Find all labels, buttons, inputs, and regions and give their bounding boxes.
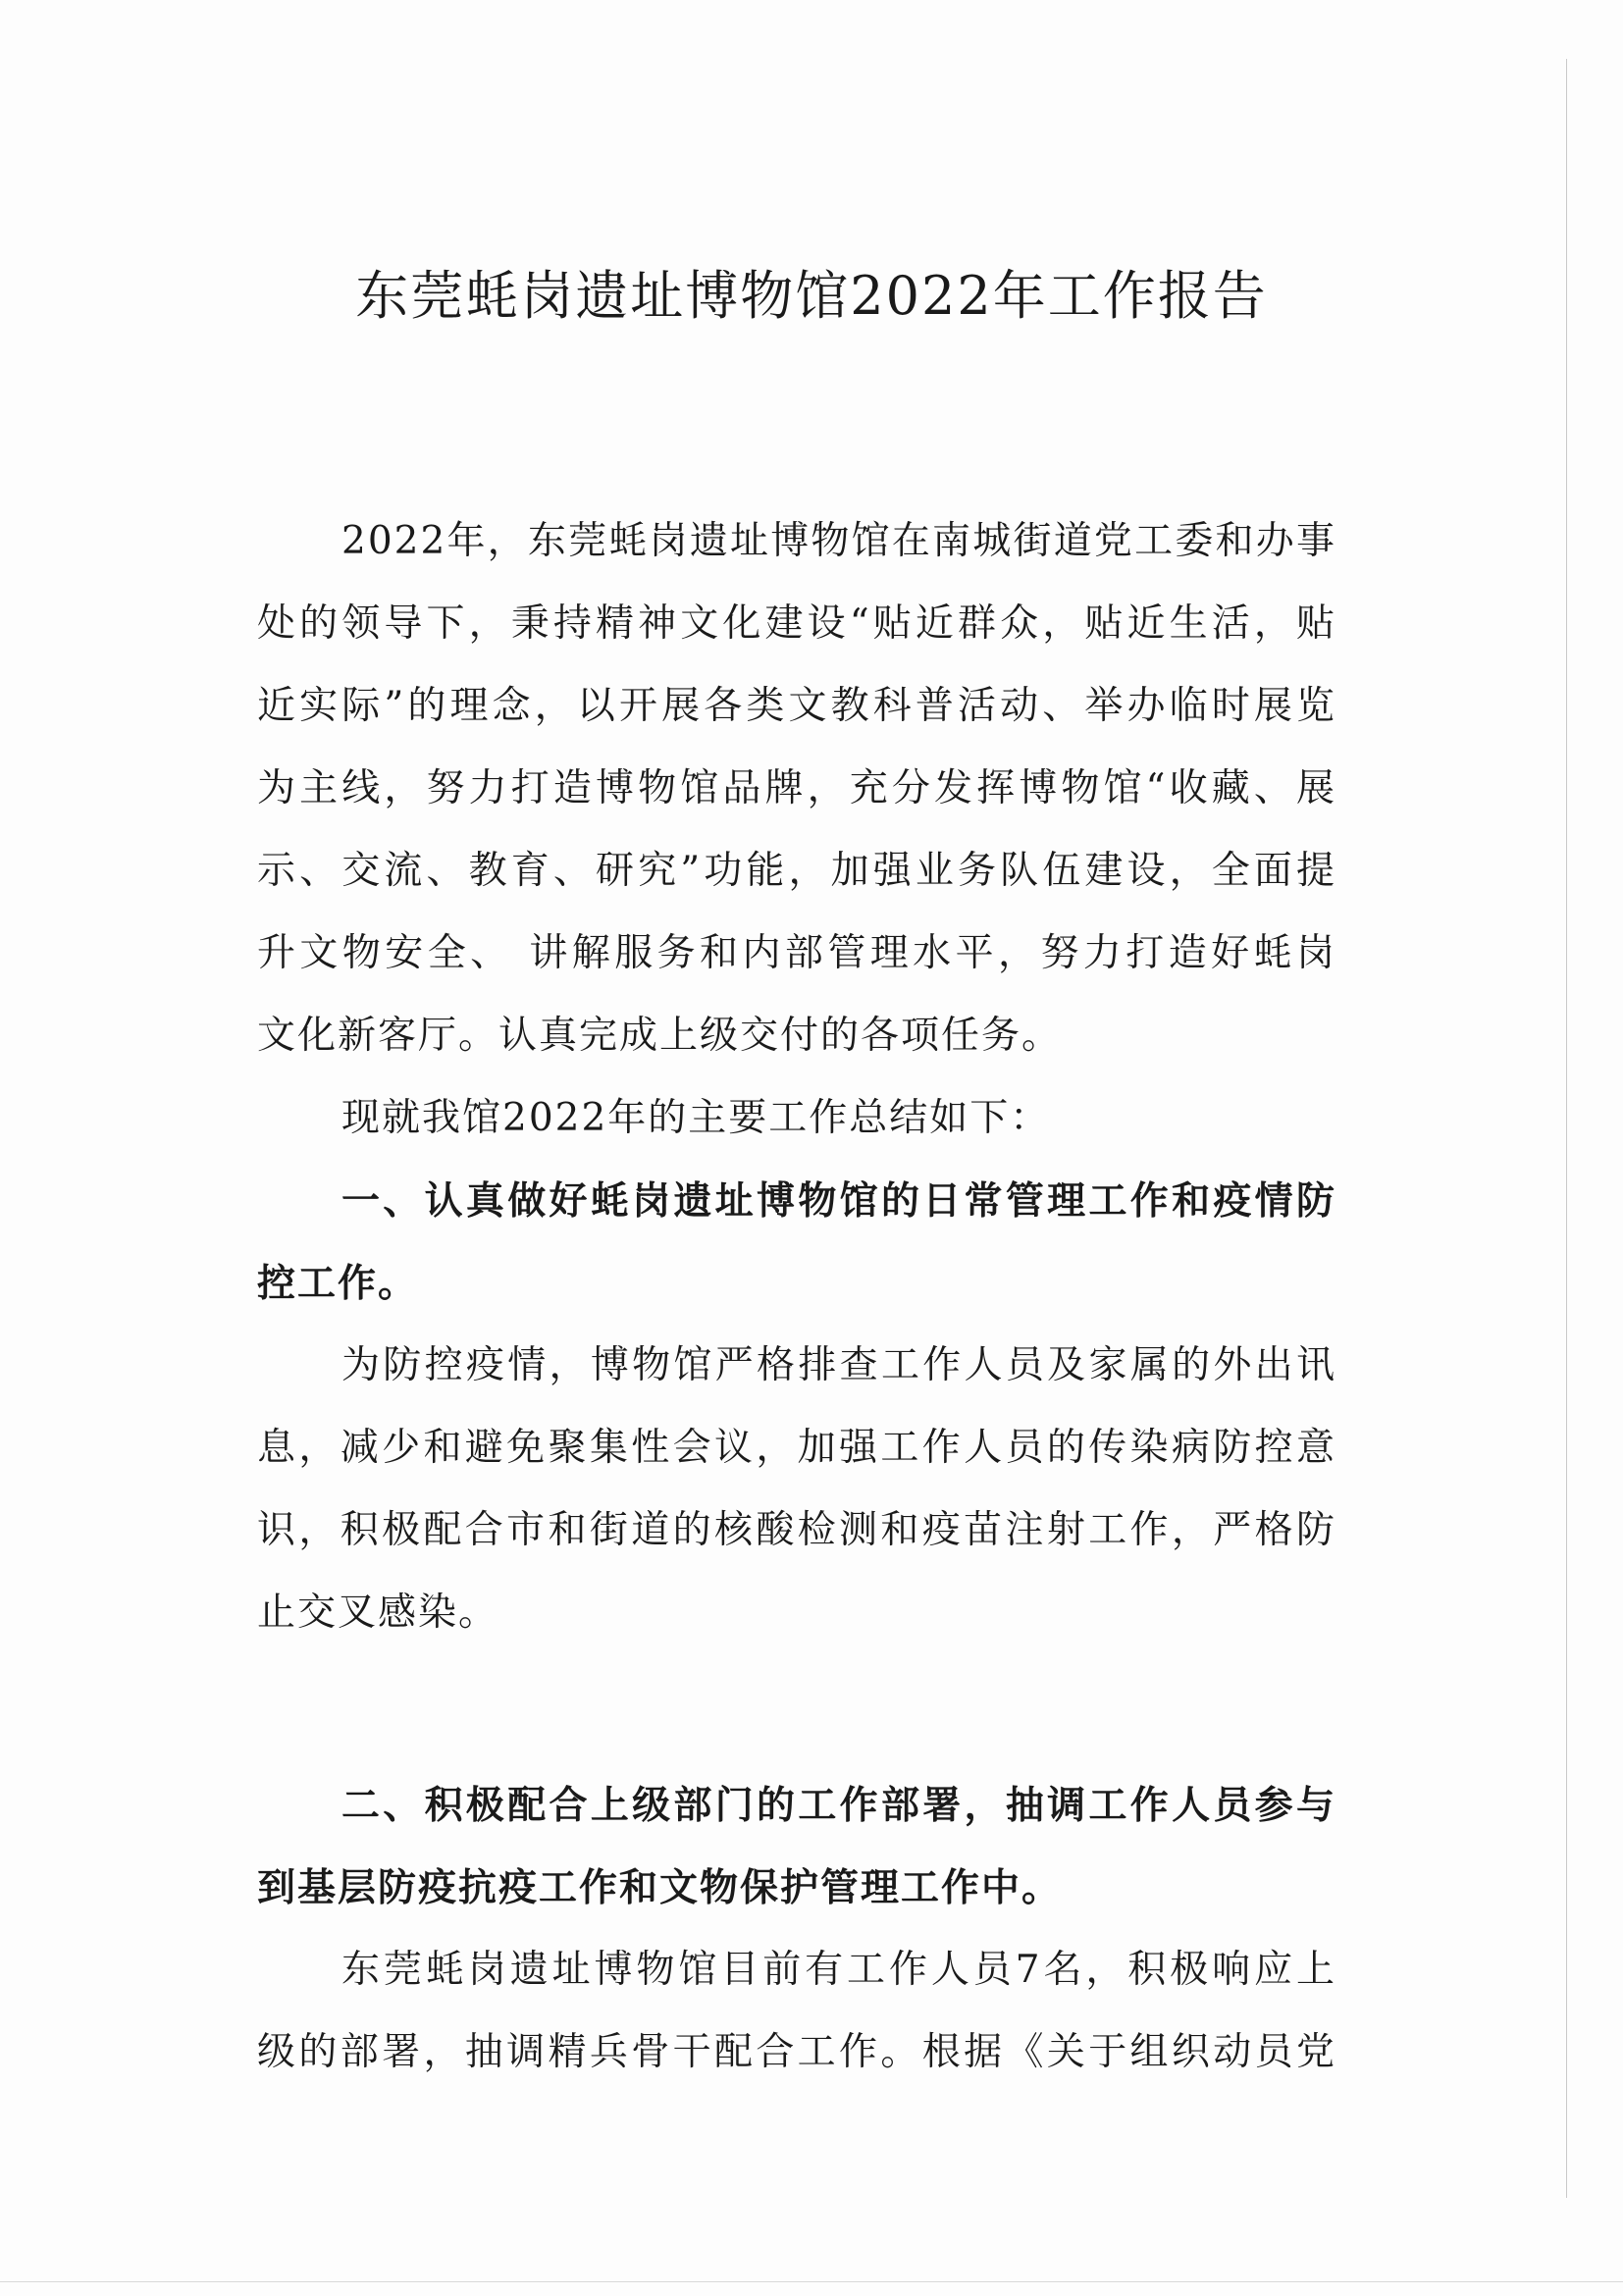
section-1-heading: 一、认真做好蚝岗遗址博物馆的日常管理工作和疫情防 — [341, 1178, 1336, 1224]
section-1-body-line: 识，积极配合市和街道的核酸检测和疫苗注射工作，严格防 — [257, 1508, 1336, 1552]
intro-line: 近实际”的理念，以开展各类文教科普活动、举办临时展览 — [257, 684, 1336, 728]
intro-line: 2022年，东莞蚝岗遗址博物馆在南城街道党工委和办事 — [341, 519, 1336, 563]
intro-line: 文化新客厅。认真完成上级交付的各项任务。 — [257, 1014, 1063, 1058]
document-body — [257, 500, 1336, 2094]
intro-line: 示、交流、教育、研究”功能，加强业务队伍建设，全面提 — [257, 849, 1336, 893]
scan-bottom-edge — [0, 2281, 1623, 2282]
section-2-heading: 二、积极配合上级部门的工作部署，抽调工作人员参与 — [341, 1783, 1336, 1828]
summary-line: 现就我馆2022年的主要工作总结如下： — [341, 1096, 1051, 1140]
intro-line: 为主线，努力打造博物馆品牌，充分发挥博物馆“收藏、展 — [257, 766, 1336, 810]
section-1-heading: 控工作。 — [257, 1261, 419, 1306]
intro-line: 处的领导下，秉持精神文化建设“贴近群众，贴近生活，贴 — [257, 601, 1336, 646]
document-title: 东莞蚝岗遗址博物馆2022年工作报告 — [355, 265, 1268, 327]
section-1-body-line: 息，减少和避免聚集性会议，加强工作人员的传染病防控意 — [257, 1426, 1336, 1470]
section-spacer — [257, 1654, 1336, 1764]
section-1-body-line: 为防控疫情，博物馆严格排查工作人员及家属的外出讯 — [341, 1343, 1336, 1387]
section-2-body-line: 级的部署，抽调精兵骨干配合工作。根据《关于组织动员党 — [257, 2030, 1336, 2074]
section-2-heading: 到基层防疫抗疫工作和文物保护管理工作中。 — [257, 1865, 1063, 1910]
section-1-body-line: 止交叉感染。 — [257, 1591, 499, 1635]
scan-edge-line — [1566, 59, 1567, 2198]
intro-line: 升文物安全、 讲解服务和内部管理水平，努力打造好蚝岗 — [257, 931, 1336, 975]
section-2-body-line: 东莞蚝岗遗址博物馆目前有工作人员7名，积极响应上 — [341, 1948, 1336, 1992]
